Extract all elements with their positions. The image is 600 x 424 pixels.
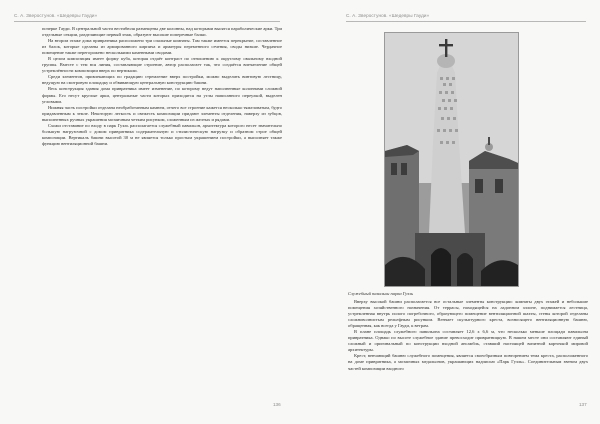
page-number-left: 136 xyxy=(273,402,281,407)
running-head-right: С. А. Зверостунов. «Шедевры Гауди» xyxy=(346,13,430,18)
paragraph: Вверху высокой башни располагается все остальные элементы конструкции: комнаты двух этажей и небольшие помещения хозяйственного назначения. От террасы, находящейся на ладонном эллоне, поднимается лестница, устремленная внутрь полого погребочного, образующего помещение вентиляционной шахты, стены которой отделаны сложноволнистым рельефным рисунком. Венчает скульптурного креста, возносящего вентиляционную башню, обращенная, как всегда у Гауди, к ветрам. xyxy=(348,299,588,329)
running-head-left: С. А. Зверостунов. «Шедевры Гауди» xyxy=(14,13,98,18)
right-page xyxy=(300,0,600,424)
tower-photograph xyxy=(384,32,519,287)
page-number-right: 137 xyxy=(579,402,587,407)
photo-caption: Служебный павильон парка Гуэль xyxy=(348,291,414,296)
paragraph: почерке Гауди. В центральной части вестибюля размещены две колонны, над которыми высятся параболические арки. Три отдельные секции, разделяющие первый этаж, образуют высокие поперечные балки. xyxy=(42,26,282,38)
paragraph: Весь конструкция здания дома привратника имеет изменение, по которому ведут наполненные колоннами сложной формы. Его несут круглые арки, центральные части которых приходятся на углы написанного переулкой, выделен угловыми. xyxy=(42,86,282,104)
header-rule-left xyxy=(14,21,280,22)
paragraph: Среди элементов, привлекающих по градацию стремление вверх постройки, можно выделить винтовую лестницу, ведущую на смотровую площадку и обвивающую центральную конструкцию башни. xyxy=(42,74,282,86)
paragraph: В плане площадь служебного павильона составляет 12,6 x 6,6 м, что несколько меньше площади павильона привратника. Однако по высоте служебное здание превосходит привратницкую. В нашем месте они составляют единый сложный и оригинальный по конструкции входной ансамбль, ставший настоящей визитной карточкой мировой архитектуры. xyxy=(348,329,588,353)
paragraph: Крест, венчающий башню служебного помещения, является своеобразным повторением тема креста, расположенного на доме привратника, а мозаичных медальонов, украшающих надписью «Парк Гуэль». Соединительным звеном двух частей композиции входного xyxy=(348,353,588,371)
paragraph: В целом композиция имеет форму куба, которая отдаёт контраст по отношению к округлому овальному входной группы. Вместе с тем вся линия, составляющие строение, автор располагает так, что создаётся впечатление общей устремлённости композиции вверх по вертикали. xyxy=(42,56,282,74)
paragraph: Нижняя часть постройки отделана необработанным камнем, отчего все строение кажется несколько тяжеловатым, будто придавленным к земле. Некоторую легкость и свежесть композиции придают элементы отделения, наверху из зубцов, выполненных ручных украшения мозаичным четким рисунком, сложенным из желтых и рядами. xyxy=(42,104,282,122)
paragraph: Схожи отставание по входу в парк Гуэль располагается служебный павильон, архитектура которого несет значительно большую нагрузочной с домом привратника содержательную и стилистическую нагрузку и образном строе общей композиции. Вертикаль башни высотой 30 м не является только простым украшением постройки, а выполняет также функцию вентиляционной башни. xyxy=(42,122,282,146)
header-rule-right xyxy=(346,21,586,22)
body-text-right xyxy=(348,299,588,372)
tower-illustration xyxy=(385,33,518,286)
paragraph: На втором этаже дома привратника расположено три спальные комнаты. Там также имеется перекрытие, составленное из балок, которые сделаны из армированного кирпича и арматуры переменного сечения, своды низкие. Чердачное помещение также перегорожено несколькими каменными сводами. xyxy=(42,38,282,56)
body-text-left xyxy=(42,26,282,147)
